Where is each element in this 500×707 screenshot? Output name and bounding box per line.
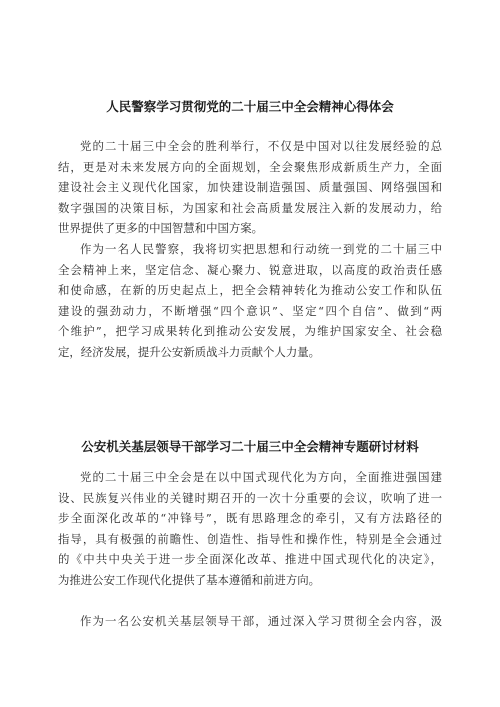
text-line: 党的二十届三中全会的胜利举行，不仅是中国对以往发展经验的总 — [80, 139, 442, 153]
text-line: 的《中共中央关于进一步全面深化改革、推进中国式现代化的决定》， — [58, 552, 442, 567]
body-paragraph — [58, 467, 442, 591]
text-line: 个维护”，把学习成果转化到推动公安发展，为维护国家安全、社会稳 — [58, 324, 442, 339]
body-paragraph — [58, 611, 442, 632]
text-line: 数字强国的决策目标，为国家和社会高质量发展注入新的发展动力，给 — [58, 200, 442, 215]
text-line: 结，更是对未来发展方向的全面规划，全会聚焦形成新质生产力，全面 — [58, 159, 442, 174]
text-line: 定，经济发展，提升公安新质战斗力贡献个人力量。 — [58, 344, 320, 359]
section-title: 公安机关基层领导干部学习二十届三中全会精神专题研讨材料 — [81, 439, 419, 455]
text-line: 指导，具有极强的前瞻性、创造性、指导性和操作性，特别是全会通过 — [58, 531, 442, 546]
body-paragraph — [58, 136, 442, 239]
text-line: 建设社会主义现代化国家，加快建设制造强国、质量强国、网络强国和 — [58, 180, 442, 195]
text-line: 全会精神上来，坚定信念、凝心聚力、锐意进取，以高度的政治责任感 — [58, 262, 442, 277]
text-line: 作为一名人民警察，我将切实把思想和行动统一到党的二十届三中 — [80, 242, 442, 256]
text-line: 设、民族复兴伟业的关键时期召开的一次十分重要的会议，吹响了进一 — [58, 490, 442, 505]
section-title: 人民警察学习贯彻党的二十届三中全会精神心得体会 — [106, 99, 394, 115]
text-line: 为推进公安工作现代化提供了基本遵循和前进方向。 — [58, 572, 320, 587]
body-paragraph — [58, 239, 442, 363]
text-line: 和使命感，在新的历史起点上，把全会精神转化为推动公安工作和队伍 — [58, 283, 442, 298]
text-line: 建设的强劲动力，不断增强“四个意识”、坚定“四个自信”、做到“两 — [58, 303, 442, 318]
text-line: 党的二十届三中全会是在以中国式现代化为方向，全面推进强国建 — [80, 470, 442, 484]
text-line: 作为一名公安机关基层领导干部，通过深入学习贯彻全会内容，汲 — [80, 614, 442, 628]
text-line: 世界提供了更多的中国智慧和中国方案。 — [58, 221, 264, 236]
text-line: 步全面深化改革的“冲锋号”，既有思路理念的牵引，又有方法路径的 — [58, 511, 442, 526]
